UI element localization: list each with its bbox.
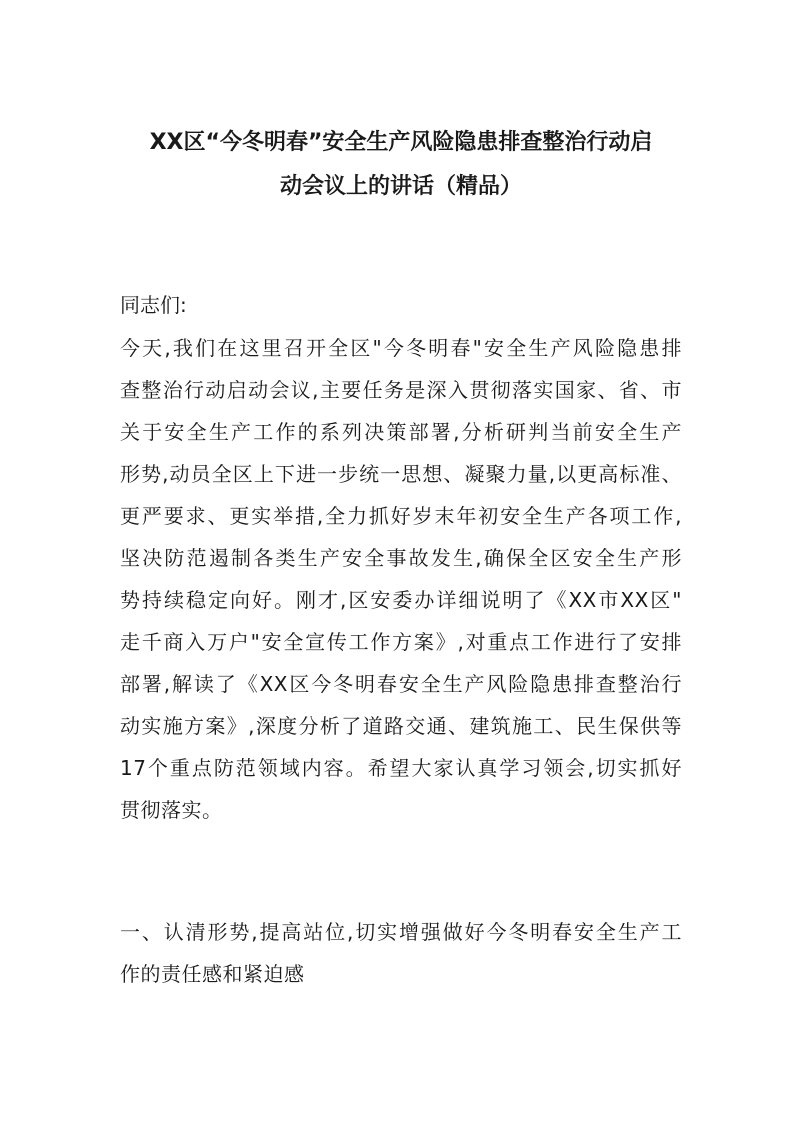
- heading-line: 一、认清形势,提高站位,切实增强做好今冬明春安全生产工: [120, 920, 682, 944]
- text-line: 坚决防范遏制各类生产安全事故发生,确保全区安全生产形: [120, 546, 682, 570]
- section-heading-1: [120, 911, 682, 995]
- text-line: 部署,解读了《XX区今冬明春安全生产风险隐患排查整治行: [120, 672, 682, 696]
- heading-line: 作的责任感和紧迫感: [120, 962, 305, 986]
- text-line: 动实施方案》,深度分析了道路交通、建筑施工、民生保供等: [120, 714, 682, 738]
- greeting: 同志们:: [120, 293, 187, 317]
- text-line: 今天,我们在这里召开全区"今冬明春"安全生产风险隐患排: [120, 336, 682, 360]
- text-line: 17个重点防范领域内容。希望大家认真学习领会,切实抓好: [120, 756, 682, 780]
- text-line: 更严要求、更实举措,全力抓好岁末年初安全生产各项工作,: [120, 504, 682, 528]
- text-line: 贯彻落实。: [120, 798, 223, 822]
- text-line: 查整治行动启动会议,主要任务是深入贯彻落实国家、省、市: [120, 378, 682, 402]
- text-line: 关于安全生产工作的系列决策部署,分析研判当前安全生产: [120, 420, 682, 444]
- document-title-line-1: XX区“今冬明春”安全生产风险隐患排查整治行动启: [149, 130, 653, 155]
- paragraph-intro: [120, 327, 682, 831]
- text-line: 形势,动员全区上下进一步统一思想、凝聚力量,以更高标准、: [120, 462, 682, 486]
- document-title-line-2: 动会议上的讲话（精品）: [279, 174, 522, 199]
- text-line: 走千商入万户"安全宣传工作方案》,对重点工作进行了安排: [120, 630, 682, 654]
- text-line: 势持续稳定向好。刚才,区安委办详细说明了《XX市XX区": [120, 588, 682, 612]
